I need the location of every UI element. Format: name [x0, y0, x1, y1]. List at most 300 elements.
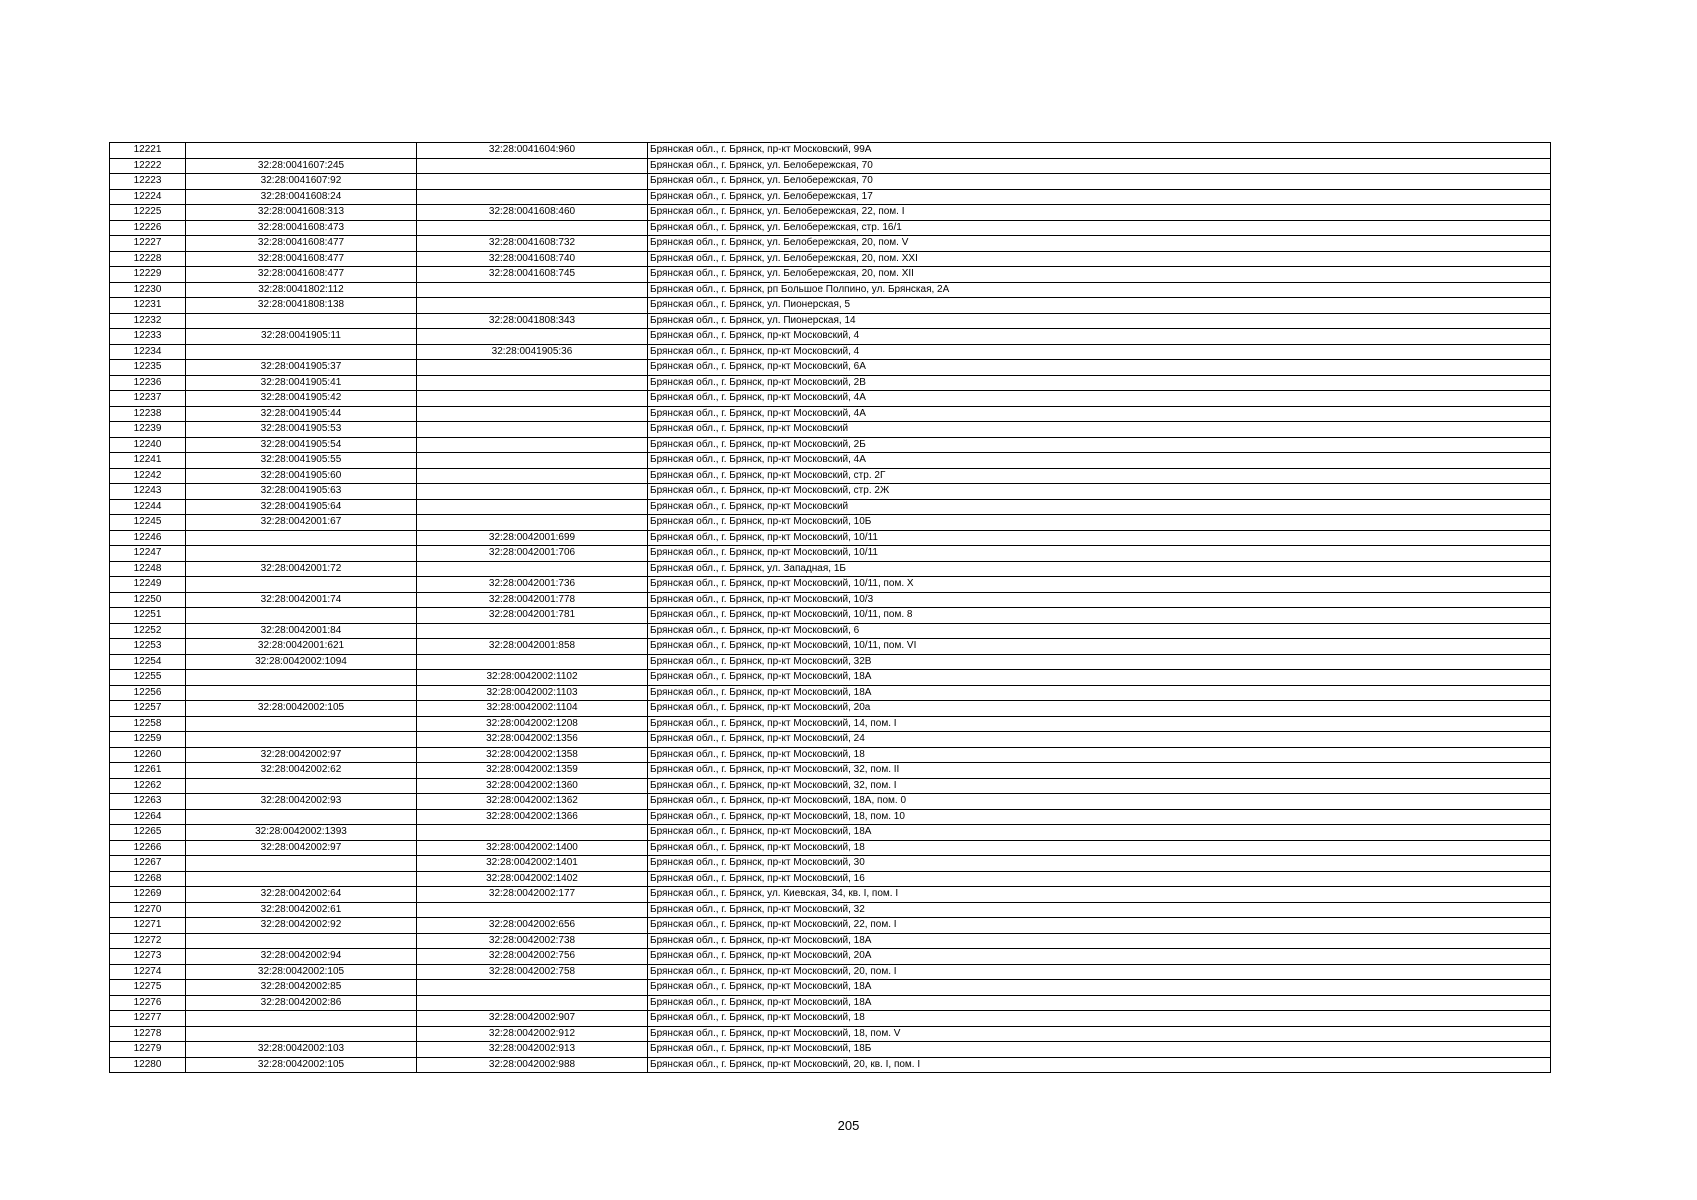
table-row: [110, 1057, 1551, 1073]
cadastral-number-cell: [186, 716, 417, 732]
related-cadastral-number-cell: 32:28:0042001:699: [417, 530, 648, 546]
table-row: [110, 654, 1551, 670]
related-cadastral-number-cell: [417, 360, 648, 376]
table-row: [110, 1026, 1551, 1042]
table-row: [110, 995, 1551, 1011]
table-row: [110, 515, 1551, 531]
related-cadastral-number-cell: 32:28:0042002:913: [417, 1042, 648, 1058]
cadastral-number-cell: [186, 685, 417, 701]
cadastral-number-cell: 32:28:0041608:473: [186, 220, 417, 236]
address-cell: Брянская обл., г. Брянск, пр-кт Московский, 20А: [648, 949, 1551, 965]
cadastral-number-cell: [186, 608, 417, 624]
related-cadastral-number-cell: 32:28:0042002:1358: [417, 747, 648, 763]
table-row: [110, 918, 1551, 934]
table-row: [110, 375, 1551, 391]
cadastral-number-cell: 32:28:0041608:477: [186, 267, 417, 283]
related-cadastral-number-cell: [417, 329, 648, 345]
cadastral-number-cell: 32:28:0041905:60: [186, 468, 417, 484]
address-cell: Брянская обл., г. Брянск, пр-кт Московский, 18А, пом. 0: [648, 794, 1551, 810]
table-row: [110, 267, 1551, 283]
related-cadastral-number-cell: 32:28:0042002:1359: [417, 763, 648, 779]
registry-table: [109, 142, 1551, 1073]
table-row: [110, 468, 1551, 484]
table-row: [110, 747, 1551, 763]
address-cell: Брянская обл., г. Брянск, пр-кт Московский, 10/11, пом. VI: [648, 639, 1551, 655]
related-cadastral-number-cell: 32:28:0042002:1402: [417, 871, 648, 887]
address-cell: Брянская обл., г. Брянск, ул. Киевская, 34, кв. I, пом. I: [648, 887, 1551, 903]
table-row: [110, 871, 1551, 887]
address-cell: Брянская обл., г. Брянск, ул. Белобережская, 22, пом. I: [648, 205, 1551, 221]
row-number-cell: 12256: [110, 685, 186, 701]
related-cadastral-number-cell: 32:28:0042002:1400: [417, 840, 648, 856]
related-cadastral-number-cell: [417, 980, 648, 996]
table-row: [110, 608, 1551, 624]
row-number-cell: 12262: [110, 778, 186, 794]
related-cadastral-number-cell: [417, 189, 648, 205]
address-cell: Брянская обл., г. Брянск, пр-кт Московский, 18: [648, 1011, 1551, 1027]
related-cadastral-number-cell: 32:28:0042002:1103: [417, 685, 648, 701]
row-number-cell: 12273: [110, 949, 186, 965]
row-number-cell: 12221: [110, 143, 186, 159]
row-number-cell: 12222: [110, 158, 186, 174]
cadastral-number-cell: 32:28:0042002:61: [186, 902, 417, 918]
address-cell: Брянская обл., г. Брянск, пр-кт Московский, 4А: [648, 406, 1551, 422]
address-cell: Брянская обл., г. Брянск, пр-кт Московский, 6: [648, 623, 1551, 639]
row-number-cell: 12260: [110, 747, 186, 763]
row-number-cell: 12236: [110, 375, 186, 391]
row-number-cell: 12267: [110, 856, 186, 872]
table-row: [110, 313, 1551, 329]
related-cadastral-number-cell: 32:28:0042002:1102: [417, 670, 648, 686]
address-cell: Брянская обл., г. Брянск, пр-кт Московский, 10/11: [648, 546, 1551, 562]
row-number-cell: 12247: [110, 546, 186, 562]
related-cadastral-number-cell: 32:28:0042001:781: [417, 608, 648, 624]
related-cadastral-number-cell: 32:28:0042002:756: [417, 949, 648, 965]
cadastral-number-cell: 32:28:0042002:105: [186, 701, 417, 717]
table-row: [110, 298, 1551, 314]
related-cadastral-number-cell: [417, 391, 648, 407]
address-cell: Брянская обл., г. Брянск, пр-кт Московский, 18, пом. 10: [648, 809, 1551, 825]
row-number-cell: 12254: [110, 654, 186, 670]
table-row: [110, 809, 1551, 825]
cadastral-number-cell: 32:28:0041905:37: [186, 360, 417, 376]
table-row: [110, 189, 1551, 205]
address-cell: Брянская обл., г. Брянск, пр-кт Московский: [648, 422, 1551, 438]
address-cell: Брянская обл., г. Брянск, ул. Белобережская, 20, пом. XXI: [648, 251, 1551, 267]
address-cell: Брянская обл., г. Брянск, пр-кт Московский: [648, 499, 1551, 515]
related-cadastral-number-cell: [417, 437, 648, 453]
related-cadastral-number-cell: 32:28:0042002:177: [417, 887, 648, 903]
cadastral-number-cell: [186, 1011, 417, 1027]
address-cell: Брянская обл., г. Брянск, пр-кт Московский, 18А: [648, 980, 1551, 996]
cadastral-number-cell: 32:28:0041905:42: [186, 391, 417, 407]
related-cadastral-number-cell: 32:28:0042002:1401: [417, 856, 648, 872]
row-number-cell: 12255: [110, 670, 186, 686]
address-cell: Брянская обл., г. Брянск, пр-кт Московский, 16: [648, 871, 1551, 887]
related-cadastral-number-cell: 32:28:0042002:738: [417, 933, 648, 949]
row-number-cell: 12272: [110, 933, 186, 949]
registry-table-body: [110, 143, 1551, 1073]
table-row: [110, 856, 1551, 872]
address-cell: Брянская обл., г. Брянск, пр-кт Московский, 14, пом. I: [648, 716, 1551, 732]
address-cell: Брянская обл., г. Брянск, пр-кт Московский, 18А: [648, 995, 1551, 1011]
address-cell: Брянская обл., г. Брянск, ул. Белобережская, стр. 16/1: [648, 220, 1551, 236]
row-number-cell: 12238: [110, 406, 186, 422]
cadastral-number-cell: 32:28:0042001:621: [186, 639, 417, 655]
cadastral-number-cell: 32:28:0042002:1094: [186, 654, 417, 670]
row-number-cell: 12233: [110, 329, 186, 345]
row-number-cell: 12252: [110, 623, 186, 639]
table-row: [110, 360, 1551, 376]
cadastral-number-cell: 32:28:0042002:92: [186, 918, 417, 934]
related-cadastral-number-cell: [417, 515, 648, 531]
table-row: [110, 964, 1551, 980]
address-cell: Брянская обл., г. Брянск, пр-кт Московский, 18, пом. V: [648, 1026, 1551, 1042]
table-row: [110, 282, 1551, 298]
related-cadastral-number-cell: [417, 422, 648, 438]
table-row: [110, 685, 1551, 701]
row-number-cell: 12226: [110, 220, 186, 236]
row-number-cell: 12237: [110, 391, 186, 407]
cadastral-number-cell: 32:28:0042002:1393: [186, 825, 417, 841]
cadastral-number-cell: 32:28:0041905:64: [186, 499, 417, 515]
table-row: [110, 763, 1551, 779]
table-row: [110, 499, 1551, 515]
cadastral-number-cell: 32:28:0041607:245: [186, 158, 417, 174]
related-cadastral-number-cell: 32:28:0041608:732: [417, 236, 648, 252]
address-cell: Брянская обл., г. Брянск, пр-кт Московский, 32: [648, 902, 1551, 918]
address-cell: Брянская обл., г. Брянск, пр-кт Московский, 18А: [648, 825, 1551, 841]
address-cell: Брянская обл., г. Брянск, ул. Белобережская, 20, пом. XII: [648, 267, 1551, 283]
row-number-cell: 12270: [110, 902, 186, 918]
table-row: [110, 143, 1551, 159]
address-cell: Брянская обл., г. Брянск, ул. Белобережская, 70: [648, 174, 1551, 190]
cadastral-number-cell: 32:28:0042002:85: [186, 980, 417, 996]
related-cadastral-number-cell: 32:28:0042002:1360: [417, 778, 648, 794]
cadastral-number-cell: [186, 143, 417, 159]
address-cell: Брянская обл., г. Брянск, пр-кт Московский, 24: [648, 732, 1551, 748]
address-cell: Брянская обл., г. Брянск, пр-кт Московский, 20, пом. I: [648, 964, 1551, 980]
address-cell: Брянская обл., г. Брянск, пр-кт Московский, 2В: [648, 375, 1551, 391]
cadastral-number-cell: 32:28:0042002:97: [186, 840, 417, 856]
cadastral-number-cell: 32:28:0042002:105: [186, 1057, 417, 1073]
cadastral-number-cell: 32:28:0042002:94: [186, 949, 417, 965]
row-number-cell: 12244: [110, 499, 186, 515]
related-cadastral-number-cell: 32:28:0042002:758: [417, 964, 648, 980]
row-number-cell: 12261: [110, 763, 186, 779]
cadastral-number-cell: 32:28:0042002:64: [186, 887, 417, 903]
table-row: [110, 561, 1551, 577]
table-row: [110, 670, 1551, 686]
related-cadastral-number-cell: [417, 484, 648, 500]
table-row: [110, 577, 1551, 593]
row-number-cell: 12279: [110, 1042, 186, 1058]
related-cadastral-number-cell: [417, 654, 648, 670]
address-cell: Брянская обл., г. Брянск, пр-кт Московский, 4: [648, 329, 1551, 345]
cadastral-number-cell: [186, 1026, 417, 1042]
cadastral-number-cell: 32:28:0042002:86: [186, 995, 417, 1011]
cadastral-number-cell: 32:28:0042002:62: [186, 763, 417, 779]
related-cadastral-number-cell: 32:28:0042001:736: [417, 577, 648, 593]
address-cell: Брянская обл., г. Брянск, пр-кт Московский, 10Б: [648, 515, 1551, 531]
address-cell: Брянская обл., г. Брянск, пр-кт Московский, 10/3: [648, 592, 1551, 608]
address-cell: Брянская обл., г. Брянск, пр-кт Московский, 32, пом. II: [648, 763, 1551, 779]
row-number-cell: 12231: [110, 298, 186, 314]
row-number-cell: 12243: [110, 484, 186, 500]
cadastral-number-cell: 32:28:0041607:92: [186, 174, 417, 190]
cadastral-number-cell: 32:28:0041608:477: [186, 236, 417, 252]
address-cell: Брянская обл., г. Брянск, пр-кт Московский, 18А: [648, 933, 1551, 949]
table-row: [110, 422, 1551, 438]
row-number-cell: 12265: [110, 825, 186, 841]
table-row: [110, 158, 1551, 174]
related-cadastral-number-cell: [417, 561, 648, 577]
row-number-cell: 12224: [110, 189, 186, 205]
table-row: [110, 329, 1551, 345]
row-number-cell: 12230: [110, 282, 186, 298]
table-row: [110, 778, 1551, 794]
cadastral-number-cell: [186, 778, 417, 794]
table-row: [110, 1011, 1551, 1027]
cadastral-number-cell: [186, 871, 417, 887]
related-cadastral-number-cell: 32:28:0042002:1366: [417, 809, 648, 825]
row-number-cell: 12227: [110, 236, 186, 252]
table-row: [110, 546, 1551, 562]
row-number-cell: 12259: [110, 732, 186, 748]
table-row: [110, 1042, 1551, 1058]
address-cell: Брянская обл., г. Брянск, пр-кт Московский, 20, кв. I, пом. I: [648, 1057, 1551, 1073]
table-row: [110, 794, 1551, 810]
address-cell: Брянская обл., г. Брянск, пр-кт Московский, 6А: [648, 360, 1551, 376]
related-cadastral-number-cell: [417, 499, 648, 515]
row-number-cell: 12271: [110, 918, 186, 934]
table-row: [110, 251, 1551, 267]
related-cadastral-number-cell: 32:28:0042002:1104: [417, 701, 648, 717]
table-row: [110, 205, 1551, 221]
row-number-cell: 12225: [110, 205, 186, 221]
related-cadastral-number-cell: [417, 825, 648, 841]
address-cell: Брянская обл., г. Брянск, пр-кт Московский, 10/11, пом. X: [648, 577, 1551, 593]
related-cadastral-number-cell: 32:28:0042002:907: [417, 1011, 648, 1027]
address-cell: Брянская обл., г. Брянск, ул. Белобережская, 70: [648, 158, 1551, 174]
address-cell: Брянская обл., г. Брянск, пр-кт Московский, 4А: [648, 453, 1551, 469]
row-number-cell: 12241: [110, 453, 186, 469]
table-row: [110, 623, 1551, 639]
row-number-cell: 12246: [110, 530, 186, 546]
related-cadastral-number-cell: 32:28:0042002:1208: [417, 716, 648, 732]
row-number-cell: 12248: [110, 561, 186, 577]
cadastral-number-cell: 32:28:0041802:112: [186, 282, 417, 298]
related-cadastral-number-cell: 32:28:0042002:988: [417, 1057, 648, 1073]
cadastral-number-cell: [186, 546, 417, 562]
table-row: [110, 391, 1551, 407]
related-cadastral-number-cell: 32:28:0041608:460: [417, 205, 648, 221]
cadastral-number-cell: [186, 670, 417, 686]
address-cell: Брянская обл., г. Брянск, рп Большое Полпино, ул. Брянская, 2А: [648, 282, 1551, 298]
row-number-cell: 12232: [110, 313, 186, 329]
table-row: [110, 174, 1551, 190]
related-cadastral-number-cell: [417, 298, 648, 314]
address-cell: Брянская обл., г. Брянск, пр-кт Московский, 10/11, пом. 8: [648, 608, 1551, 624]
table-row: [110, 344, 1551, 360]
address-cell: Брянская обл., г. Брянск, ул. Западная, 1Б: [648, 561, 1551, 577]
row-number-cell: 12239: [110, 422, 186, 438]
row-number-cell: 12242: [110, 468, 186, 484]
address-cell: Брянская обл., г. Брянск, пр-кт Московский, 4А: [648, 391, 1551, 407]
address-cell: Брянская обл., г. Брянск, пр-кт Московский, 32, пом. I: [648, 778, 1551, 794]
row-number-cell: 12229: [110, 267, 186, 283]
address-cell: Брянская обл., г. Брянск, ул. Пионерская, 5: [648, 298, 1551, 314]
address-cell: Брянская обл., г. Брянск, пр-кт Московский, 30: [648, 856, 1551, 872]
table-row: [110, 639, 1551, 655]
address-cell: Брянская обл., г. Брянск, ул. Белобережская, 17: [648, 189, 1551, 205]
row-number-cell: 12228: [110, 251, 186, 267]
cadastral-number-cell: 32:28:0041905:11: [186, 329, 417, 345]
cadastral-number-cell: [186, 344, 417, 360]
table-row: [110, 949, 1551, 965]
cadastral-number-cell: 32:28:0041608:24: [186, 189, 417, 205]
row-number-cell: 12245: [110, 515, 186, 531]
table-row: [110, 825, 1551, 841]
row-number-cell: 12278: [110, 1026, 186, 1042]
row-number-cell: 12249: [110, 577, 186, 593]
table-row: [110, 980, 1551, 996]
page-number: 205: [837, 1118, 860, 1133]
related-cadastral-number-cell: 32:28:0041608:740: [417, 251, 648, 267]
related-cadastral-number-cell: 32:28:0042002:656: [417, 918, 648, 934]
row-number-cell: 12250: [110, 592, 186, 608]
table-row: [110, 592, 1551, 608]
row-number-cell: 12268: [110, 871, 186, 887]
related-cadastral-number-cell: [417, 453, 648, 469]
address-cell: Брянская обл., г. Брянск, пр-кт Московский, 18: [648, 747, 1551, 763]
row-number-cell: 12276: [110, 995, 186, 1011]
table-row: [110, 732, 1551, 748]
related-cadastral-number-cell: [417, 158, 648, 174]
row-number-cell: 12251: [110, 608, 186, 624]
table-row: [110, 716, 1551, 732]
table-row: [110, 887, 1551, 903]
cadastral-number-cell: [186, 530, 417, 546]
address-cell: Брянская обл., г. Брянск, пр-кт Московский, 18Б: [648, 1042, 1551, 1058]
row-number-cell: 12235: [110, 360, 186, 376]
related-cadastral-number-cell: [417, 995, 648, 1011]
cadastral-number-cell: [186, 856, 417, 872]
related-cadastral-number-cell: [417, 623, 648, 639]
row-number-cell: 12274: [110, 964, 186, 980]
address-cell: Брянская обл., г. Брянск, пр-кт Московский, 22, пом. I: [648, 918, 1551, 934]
row-number-cell: 12280: [110, 1057, 186, 1073]
row-number-cell: 12223: [110, 174, 186, 190]
row-number-cell: 12257: [110, 701, 186, 717]
related-cadastral-number-cell: 32:28:0042002:912: [417, 1026, 648, 1042]
cadastral-number-cell: 32:28:0041608:313: [186, 205, 417, 221]
related-cadastral-number-cell: 32:28:0042001:778: [417, 592, 648, 608]
related-cadastral-number-cell: [417, 406, 648, 422]
row-number-cell: 12266: [110, 840, 186, 856]
address-cell: Брянская обл., г. Брянск, пр-кт Московский, 10/11: [648, 530, 1551, 546]
related-cadastral-number-cell: 32:28:0041604:960: [417, 143, 648, 159]
row-number-cell: 12240: [110, 437, 186, 453]
table-row: [110, 933, 1551, 949]
table-row: [110, 437, 1551, 453]
related-cadastral-number-cell: 32:28:0041808:343: [417, 313, 648, 329]
related-cadastral-number-cell: 32:28:0041608:745: [417, 267, 648, 283]
row-number-cell: 12258: [110, 716, 186, 732]
row-number-cell: 12234: [110, 344, 186, 360]
table-row: [110, 406, 1551, 422]
table-row: [110, 453, 1551, 469]
cadastral-number-cell: [186, 809, 417, 825]
related-cadastral-number-cell: [417, 375, 648, 391]
cadastral-number-cell: 32:28:0041905:63: [186, 484, 417, 500]
cadastral-number-cell: 32:28:0041905:55: [186, 453, 417, 469]
table-row: [110, 902, 1551, 918]
row-number-cell: 12264: [110, 809, 186, 825]
address-cell: Брянская обл., г. Брянск, пр-кт Московский, 18А: [648, 670, 1551, 686]
cadastral-number-cell: 32:28:0042001:84: [186, 623, 417, 639]
address-cell: Брянская обл., г. Брянск, пр-кт Московский, 18А: [648, 685, 1551, 701]
table-row: [110, 530, 1551, 546]
cadastral-number-cell: 32:28:0042002:93: [186, 794, 417, 810]
related-cadastral-number-cell: 32:28:0042001:706: [417, 546, 648, 562]
address-cell: Брянская обл., г. Брянск, пр-кт Московский, 99А: [648, 143, 1551, 159]
cadastral-number-cell: 32:28:0042002:105: [186, 964, 417, 980]
related-cadastral-number-cell: 32:28:0042001:858: [417, 639, 648, 655]
related-cadastral-number-cell: [417, 220, 648, 236]
cadastral-number-cell: 32:28:0041608:477: [186, 251, 417, 267]
related-cadastral-number-cell: [417, 468, 648, 484]
address-cell: Брянская обл., г. Брянск, пр-кт Московский, 4: [648, 344, 1551, 360]
cadastral-number-cell: 32:28:0042002:103: [186, 1042, 417, 1058]
row-number-cell: 12253: [110, 639, 186, 655]
cadastral-number-cell: 32:28:0041905:53: [186, 422, 417, 438]
cadastral-number-cell: 32:28:0041905:41: [186, 375, 417, 391]
cadastral-number-cell: [186, 577, 417, 593]
table-row: [110, 840, 1551, 856]
cadastral-number-cell: 32:28:0041808:138: [186, 298, 417, 314]
table-row: [110, 220, 1551, 236]
cadastral-number-cell: 32:28:0042001:74: [186, 592, 417, 608]
address-cell: Брянская обл., г. Брянск, пр-кт Московский, 2Б: [648, 437, 1551, 453]
cadastral-number-cell: 32:28:0042001:72: [186, 561, 417, 577]
address-cell: Брянская обл., г. Брянск, ул. Пионерская, 14: [648, 313, 1551, 329]
address-cell: Брянская обл., г. Брянск, пр-кт Московский, стр. 2Г: [648, 468, 1551, 484]
related-cadastral-number-cell: 32:28:0041905:36: [417, 344, 648, 360]
row-number-cell: 12275: [110, 980, 186, 996]
cadastral-number-cell: [186, 313, 417, 329]
table-row: [110, 236, 1551, 252]
cadastral-number-cell: 32:28:0041905:44: [186, 406, 417, 422]
table-row: [110, 701, 1551, 717]
cadastral-number-cell: 32:28:0042001:67: [186, 515, 417, 531]
related-cadastral-number-cell: [417, 174, 648, 190]
address-cell: Брянская обл., г. Брянск, пр-кт Московский, стр. 2Ж: [648, 484, 1551, 500]
related-cadastral-number-cell: 32:28:0042002:1356: [417, 732, 648, 748]
row-number-cell: 12263: [110, 794, 186, 810]
related-cadastral-number-cell: [417, 902, 648, 918]
related-cadastral-number-cell: [417, 282, 648, 298]
row-number-cell: 12277: [110, 1011, 186, 1027]
related-cadastral-number-cell: 32:28:0042002:1362: [417, 794, 648, 810]
cadastral-number-cell: 32:28:0041905:54: [186, 437, 417, 453]
address-cell: Брянская обл., г. Брянск, ул. Белобережская, 20, пом. V: [648, 236, 1551, 252]
address-cell: Брянская обл., г. Брянск, пр-кт Московский, 20а: [648, 701, 1551, 717]
row-number-cell: 12269: [110, 887, 186, 903]
cadastral-number-cell: [186, 933, 417, 949]
address-cell: Брянская обл., г. Брянск, пр-кт Московский, 18: [648, 840, 1551, 856]
address-cell: Брянская обл., г. Брянск, пр-кт Московский, 32В: [648, 654, 1551, 670]
